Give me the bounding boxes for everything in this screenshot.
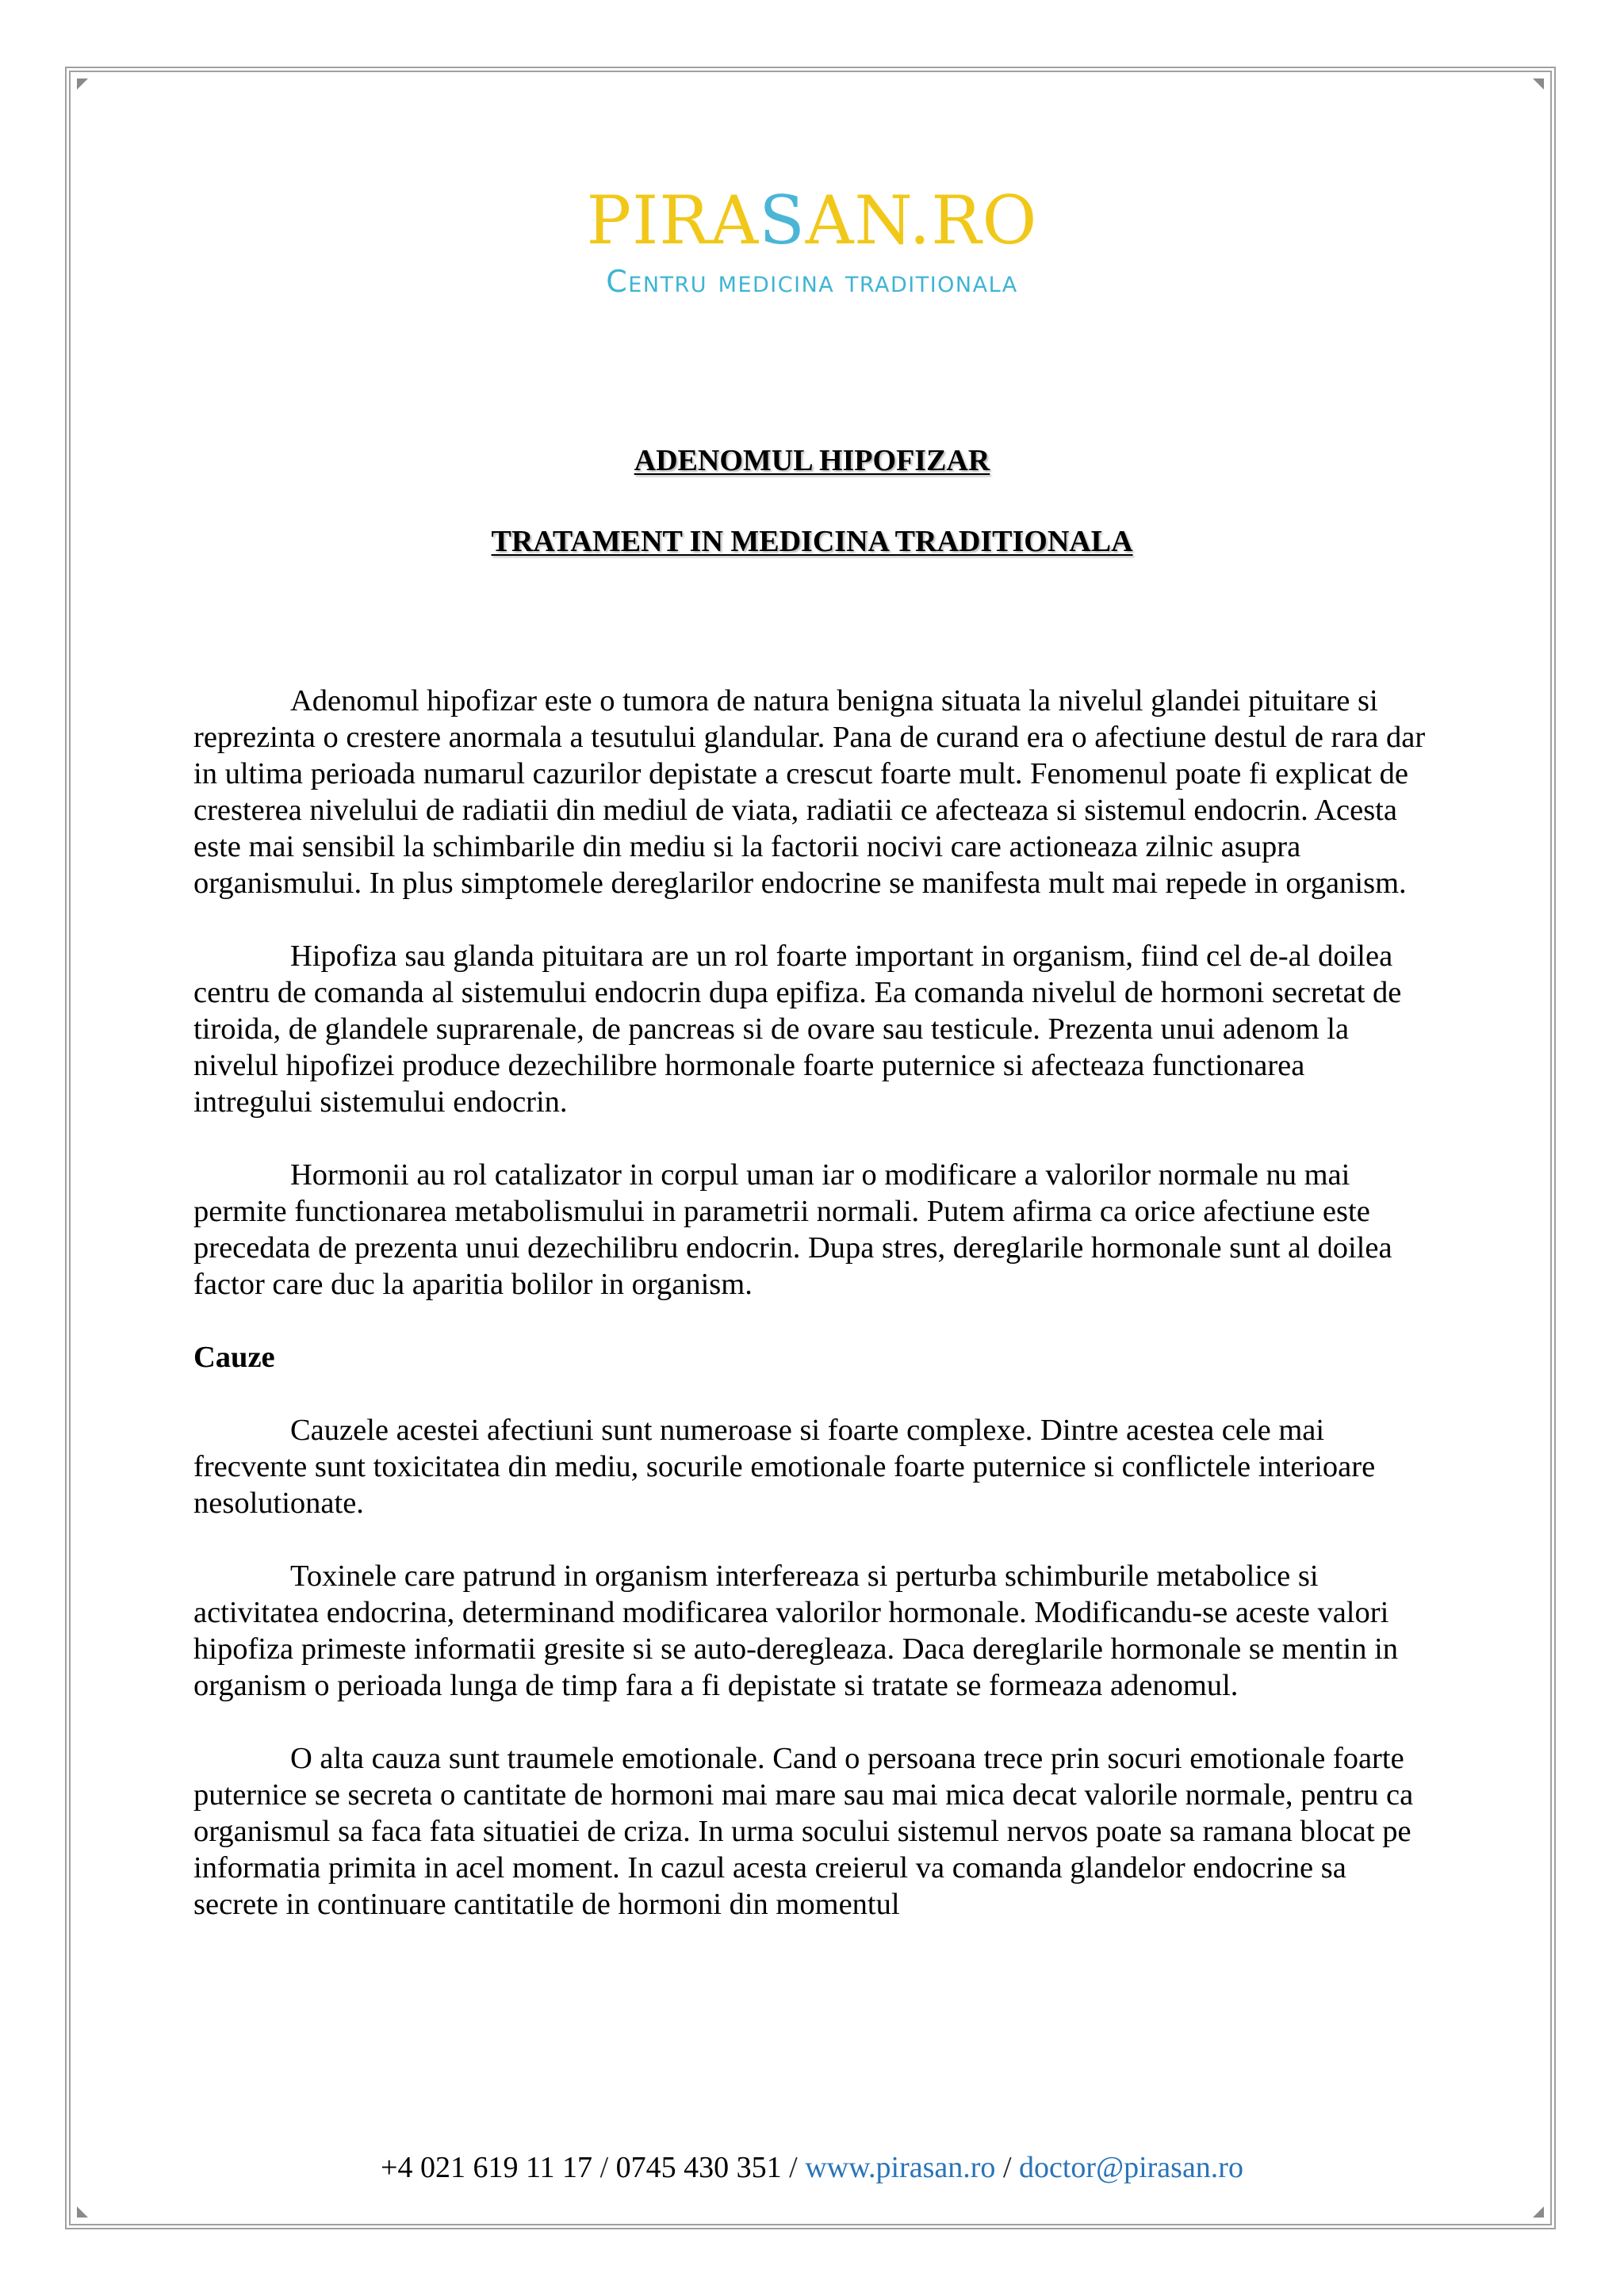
document-subtitle: TRATAMENT IN MEDICINA TRADITIONALA [491, 525, 1133, 558]
section-heading-cauze: Cauze [193, 1341, 275, 1374]
logo-part-2: S [759, 182, 806, 259]
paragraph-cauze-2: Toxinele care patrund in organism interfereaza si perturba schimburile metabolice si activitatea endocrina, determinand modificarea valorilor hormonale. Modificandu-se aceste valori hipofiza primeste informatii gresite si se auto-deregleaza. Daca dereglarile hormonale se mentin in organism o perioada lunga de timp fara a fi depistate si tratate se formeaza adenomul. [193, 1559, 1399, 1702]
logo-wordmark [0, 181, 1624, 260]
logo-part-1: PIRA [586, 182, 760, 259]
footer-email-link[interactable]: doctor@pirasan.ro [1019, 2151, 1243, 2184]
paragraph-intro-1: Adenomul hipofizar este o tumora de natura benigna situata la nivelul glandei pituitare si reprezinta o crestere anormala a tesutului glandular. Pana de curand era o afectiune destul de rara dar in ultima perioada numarul cazurilor depistate a crescut foarte mult. Fenomenul poate fi explicat de cresterea nivelului de radiatii din mediul de viata, radiatii ce afecteaza si sistemul endocrin. Acesta este mai sensibil la schimbarile din mediu si la factorii nocivi care actioneaza zilnic asupra organismului. In plus simptomele dereglarilor endocrine se manifesta mult mai repede in organism. [193, 684, 1426, 900]
paragraph-intro-2: Hipofiza sau glanda pituitara are un rol foarte important in organism, fiind cel de-al doilea centru de comanda al sistemului endocrin dupa epifiza. Ea comanda nivelul de hormoni secretat de tiroida, de glandele suprarenale, de pancreas si de ovare sau testicule. Prezenta unui adenom la nivelul hipofizei produce dezechilibre hormonale foarte puternice si afecteaza functionarea intregului sistemului endocrin. [193, 939, 1402, 1119]
corner-ornament-bottom-right [1533, 2206, 1544, 2218]
footer-separator: / [592, 2151, 616, 2184]
footer-contact [0, 2149, 1624, 2187]
footer-phone-2: 0745 430 351 [615, 2151, 782, 2184]
logo-part-3: AN.RO [805, 182, 1038, 259]
paragraph-cauze-3: O alta cauza sunt traumele emotionale. Cand o persoana trece prin socuri emotionale foarte puternice se secreta o cantitate de hormoni mai mare sau mai mica decat valorile normale, pentru ca organismul sa faca fata situatiei de criza. In urma socului sistemul nervos poate sa ramana blocat pe informatia primita in acel moment. In cazul acesta creierul va comanda glandelor endocrine sa secrete in continuare cantitatile de hormoni din momentul [193, 1742, 1414, 1921]
corner-ornament-bottom-left [77, 2206, 88, 2218]
logo [0, 181, 1624, 301]
corner-ornament-top-right [1533, 78, 1544, 90]
document-title: ADENOMUL HIPOFIZAR [634, 444, 990, 477]
corner-ornament-top-left [77, 78, 88, 90]
logo-tagline: Centru medicina traditionala [606, 264, 1018, 299]
footer-separator: / [781, 2151, 806, 2184]
footer-phone-1: +4 021 619 11 17 [381, 2151, 593, 2184]
document-body [193, 683, 1431, 1959]
paragraph-intro-3: Hormonii au rol catalizator in corpul uman iar o modificare a valorilor normale nu mai permite functionarea metabolismului in parametrii normali. Putem afirma ca orice afectiune este precedata de prezenta unui dezechilibru endocrin. Dupa stres, dereglarile hormonale sunt al doilea factor care duc la aparitia bolilor in organism. [193, 1158, 1392, 1301]
footer-website-link[interactable]: www.pirasan.ro [805, 2151, 996, 2184]
paragraph-cauze-1: Cauzele acestei afectiuni sunt numeroase si foarte complexe. Dintre acestea cele mai frecvente sunt toxicitatea din mediu, socurile emotionale foarte puternice si conflictele interioare nesolutionate. [193, 1414, 1376, 1520]
footer-separator: / [995, 2151, 1019, 2184]
